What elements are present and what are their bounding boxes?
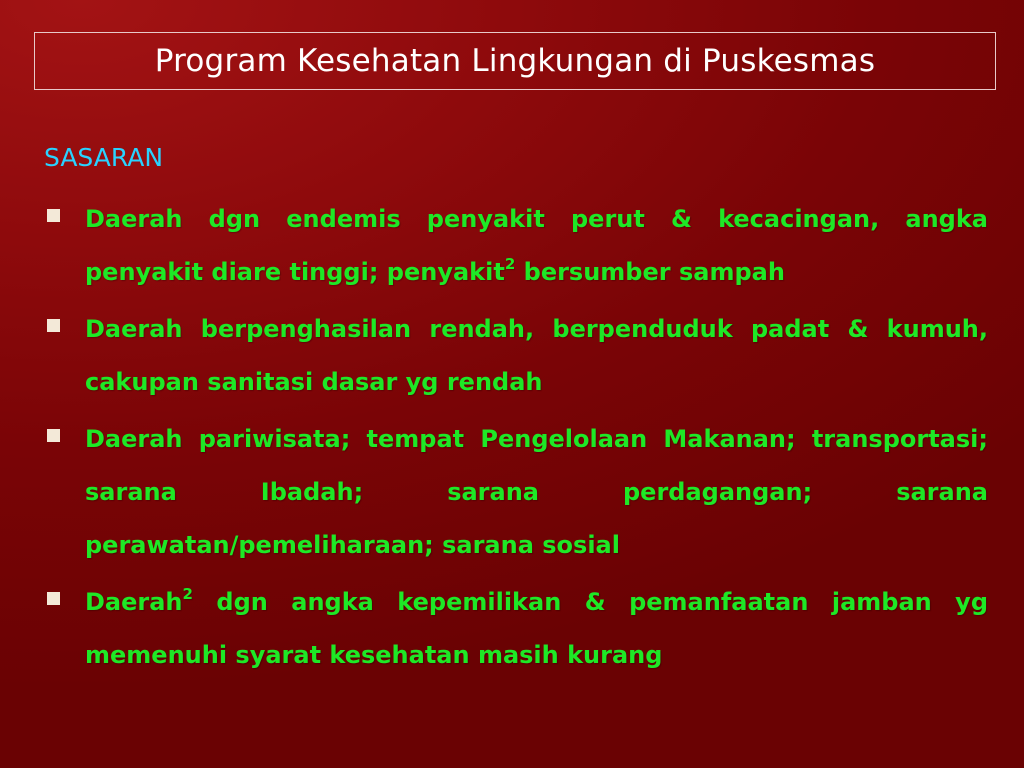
section-heading: SASARAN <box>44 143 164 172</box>
bullet-item <box>44 193 988 299</box>
bullet-text-main: Daerah pariwisata; tempat Pengelolaan Makanan; transportasi; sarana Ibadah; sarana perdagangan; sarana perawatan/pemeliharaan; sarana sosial <box>85 425 988 559</box>
square-bullet-icon <box>47 429 60 442</box>
bullet-text-tail: dgn angka kepemilikan & pemanfaatan jamban yg memenuhi syarat kesehatan masih kurang <box>85 588 988 669</box>
bullet-text <box>85 303 988 409</box>
square-bullet-icon <box>47 319 60 332</box>
bullet-item <box>44 413 988 572</box>
superscript: 2 <box>182 585 193 603</box>
bullet-text-tail: bersumber sampah <box>515 258 785 286</box>
square-bullet-icon <box>47 209 60 222</box>
bullet-text-main: Daerah dgn endemis penyakit perut & kecacingan, angka penyakit diare tinggi; penyakit <box>85 205 988 286</box>
square-bullet-icon <box>47 592 60 605</box>
bullet-text-main: Daerah <box>85 588 183 616</box>
bullet-text <box>85 413 988 572</box>
superscript: 2 <box>504 255 516 273</box>
bullet-item <box>44 576 988 682</box>
bullet-list <box>44 193 988 686</box>
bullet-text <box>85 576 988 682</box>
slide-title: Program Kesehatan Lingkungan di Puskesmas <box>154 43 876 79</box>
title-box <box>34 32 996 90</box>
bullet-text <box>85 193 988 299</box>
bullet-text-main: Daerah berpenghasilan rendah, berpenduduk padat & kumuh, cakupan sanitasi dasar yg rendah <box>85 315 988 396</box>
bullet-item <box>44 303 988 409</box>
